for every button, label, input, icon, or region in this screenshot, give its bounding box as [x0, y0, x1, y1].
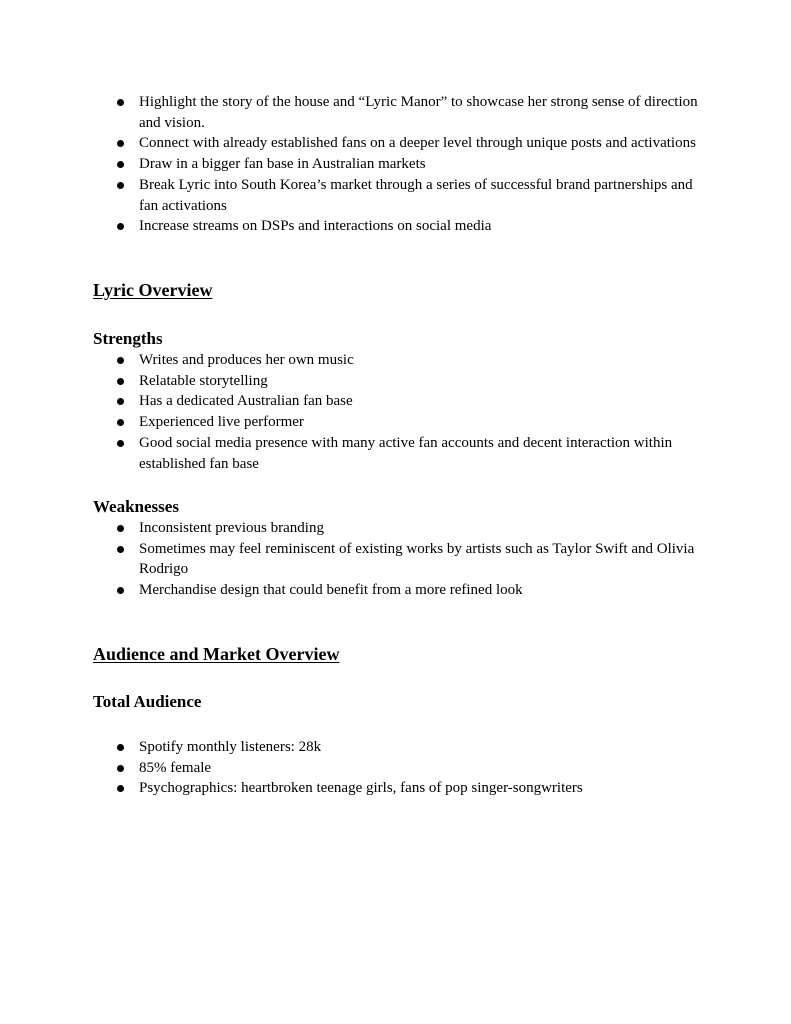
list-item: Writes and produces her own music [117, 350, 707, 371]
list-item: Merchandise design that could benefit from a more refined look [117, 580, 707, 601]
list-item: Draw in a bigger fan base in Australian markets [117, 154, 707, 175]
list-item: Break Lyric into South Korea’s market through a series of successful brand partnerships and fan activations [117, 175, 707, 216]
list-item: Highlight the story of the house and “Lyric Manor” to showcase her strong sense of direction and vision. [117, 92, 707, 133]
list-item: Inconsistent previous branding [117, 518, 707, 539]
list-item: Connect with already established fans on a deeper level through unique posts and activations [117, 133, 707, 154]
list-item: Sometimes may feel reminiscent of existing works by artists such as Taylor Swift and Olivia Rodrigo [117, 539, 707, 580]
total-audience-list [117, 737, 707, 799]
goals-list [117, 92, 707, 237]
list-item: Psychographics: heartbroken teenage girls, fans of pop singer-songwriters [117, 778, 707, 799]
list-item: Relatable storytelling [117, 371, 707, 392]
list-item: 85% female [117, 758, 707, 779]
strengths-list [117, 350, 707, 474]
weaknesses-list [117, 518, 707, 601]
list-item: Experienced live performer [117, 412, 707, 433]
list-item: Increase streams on DSPs and interactions on social media [117, 216, 707, 237]
section-title-audience-market: Audience and Market Overview [93, 644, 340, 664]
list-item: Spotify monthly listeners: 28k [117, 737, 707, 758]
list-item: Good social media presence with many active fan accounts and decent interaction within established fan base [117, 433, 707, 474]
subsection-title-weaknesses: Weaknesses [93, 497, 179, 516]
section-title-lyric-overview: Lyric Overview [93, 280, 213, 300]
subsection-title-strengths: Strengths [93, 329, 163, 348]
list-item: Has a dedicated Australian fan base [117, 391, 707, 412]
subsection-title-total-audience: Total Audience [93, 692, 202, 711]
